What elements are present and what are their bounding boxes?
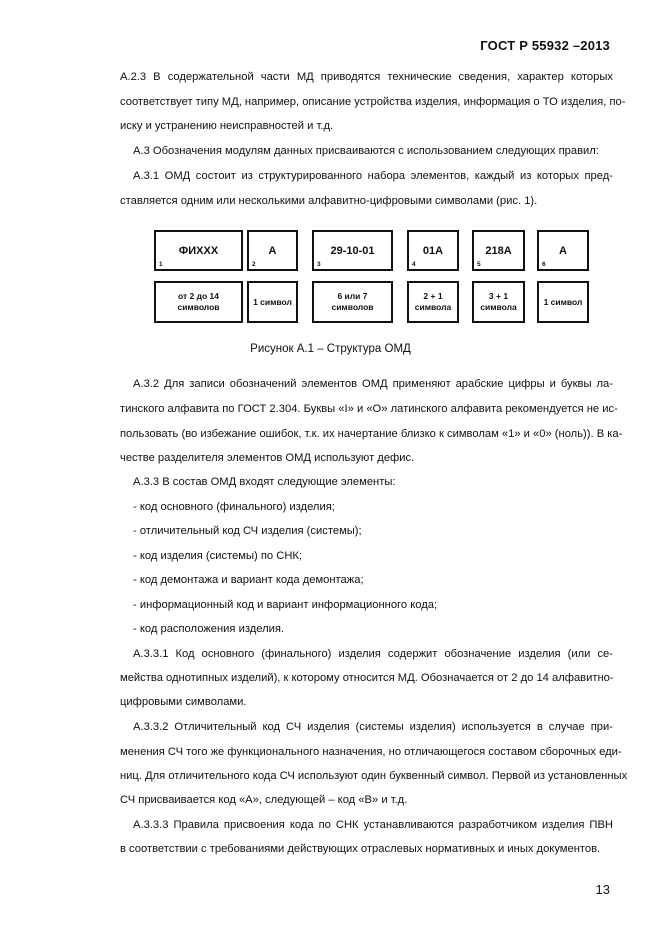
element-desc-box-3 — [312, 281, 393, 323]
paragraph-line: А.2.3 В содержательной части МД приводятся технические сведения, характер которых — [120, 71, 613, 83]
paragraph-line: менения СЧ того же функционального назначения, но отличающегося составом сборочных еди- — [120, 746, 622, 758]
list-item: - код основного (финального) изделия; — [133, 501, 335, 513]
element-description: от 2 до 14 символов — [177, 291, 220, 312]
element-box-2 — [247, 230, 298, 271]
paragraph-line: ставляется одним или несколькими алфавитно-цифровыми символами (рис. 1). — [120, 195, 538, 207]
element-number: 5 — [477, 261, 481, 268]
paragraph-line: честве разделителя элементов ОМД используют дефис. — [120, 452, 415, 464]
element-box-5 — [472, 230, 525, 271]
element-number: 1 — [159, 261, 163, 268]
paragraph-line: А.3.2 Для записи обозначений элементов ОМД применяют арабские цифры и буквы ла- — [133, 378, 613, 390]
paragraph-line: ниц. Для отличительного кода СЧ используют один буквенный символ. Первой из установленных — [120, 770, 628, 782]
element-description: 6 или 7 символов — [331, 291, 374, 312]
element-value: 218А — [485, 244, 512, 257]
paragraph-line: А.3.3.2 Отличительный код СЧ изделия (системы изделия) используется в случае при- — [133, 721, 613, 733]
paragraph-line: А.3.1 ОМД состоит из структурированного набора элементов, каждый из которых пред- — [133, 170, 613, 182]
element-description: 2 + 1 символа — [414, 291, 452, 312]
list-item: - код демонтажа и вариант кода демонтажа; — [133, 574, 364, 586]
element-number: 6 — [542, 261, 546, 268]
page-number: 13 — [595, 882, 610, 897]
paragraph-line: пользовать (во избежание ошибок, т.к. их начертание близко к символам «1» и «0» (ноль)). В ка- — [120, 428, 623, 440]
paragraph-line: тинского алфавита по ГОСТ 2.304. Буквы «I» и «O» латинского алфавита рекомендуется не ис- — [120, 403, 618, 415]
paragraph-line: А.3.3 В состав ОМД входят следующие элементы: — [133, 476, 396, 488]
list-item: - код расположения изделия. — [133, 623, 285, 635]
paragraph-line: цифровыми символами. — [120, 696, 247, 708]
list-item: - код изделия (системы) по СНК; — [133, 550, 303, 562]
element-desc-box-6 — [537, 281, 589, 323]
paragraph-line: соответствует типу МД, например, описание устройства изделия, информация о ТО изделия, по- — [120, 96, 626, 108]
element-box-4 — [407, 230, 459, 271]
paragraph-line: СЧ присваивается код «А», следующей – код «В» и т.д. — [120, 794, 408, 806]
element-desc-box-5 — [472, 281, 525, 323]
element-value: А — [559, 244, 567, 257]
list-item: - информационный код и вариант информационного кода; — [133, 599, 438, 611]
element-value: 01А — [422, 244, 444, 257]
element-box-6 — [537, 230, 589, 271]
element-number: 3 — [317, 261, 321, 268]
element-description: 1 символ — [543, 296, 583, 307]
element-value: ФИХХХ — [178, 244, 219, 257]
paragraph-line: А.3.3.3 Правила присвоения кода по СНК устанавливаются разработчиком изделия ПВН — [133, 819, 613, 831]
element-desc-box-2 — [247, 281, 298, 323]
element-description: 1 символ — [253, 296, 292, 307]
element-box-1 — [154, 230, 243, 271]
element-description: 3 + 1 символа — [480, 291, 517, 312]
paragraph-line: А.3 Обозначения модулям данных присваиваются с использованием следующих правил: — [133, 145, 599, 157]
element-number: 2 — [252, 261, 256, 268]
paragraph-line: иску и устранению неисправностей и т.д. — [120, 120, 334, 132]
document-header: ГОСТ Р 55932 –2013 — [480, 38, 610, 53]
figure-caption: Рисунок А.1 – Структура ОМД — [250, 343, 411, 355]
element-number: 4 — [412, 261, 416, 268]
element-desc-box-1 — [154, 281, 243, 323]
paragraph-line: мейства однотипных изделий), к которому относится МД. Обозначается от 2 до 14 алфавитно- — [120, 672, 614, 684]
paragraph-line: в соответствии с требованиями действующих отраслевых нормативных и иных документов. — [120, 843, 601, 855]
paragraph-line: А.3.3.1 Код основного (финального) изделия содержит обозначение изделия (или се- — [133, 648, 613, 660]
element-box-3 — [312, 230, 393, 271]
element-desc-box-4 — [407, 281, 459, 323]
element-value: А — [268, 244, 277, 257]
list-item: - отличительный код СЧ изделия (системы); — [133, 525, 362, 537]
element-value: 29-10-01 — [330, 244, 375, 257]
